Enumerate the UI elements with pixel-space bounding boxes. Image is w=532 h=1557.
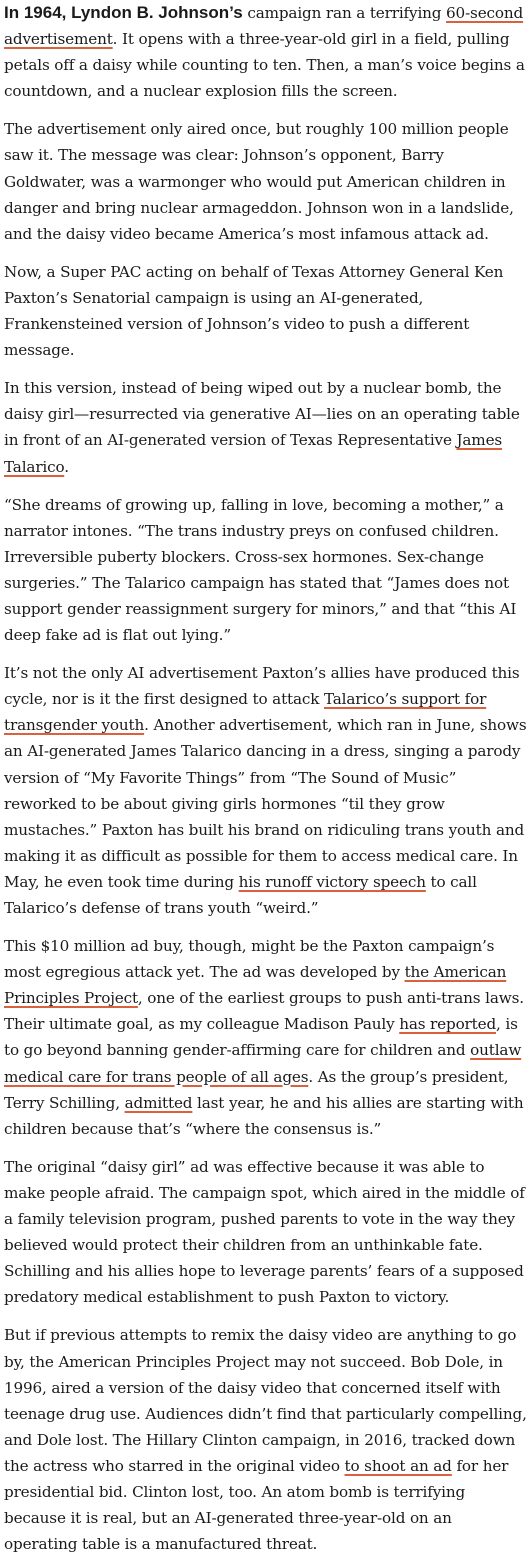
text-span: , is to go beyond banning gender-affirming care for children and <box>4 1015 518 1060</box>
paragraph-3 <box>4 259 528 363</box>
link-james-talarico[interactable]: James Talarico <box>4 431 503 476</box>
link-60-second-advertisement[interactable]: 60-second advertisement <box>4 4 524 49</box>
link-outlaw-medical-care[interactable]: outlaw medical care for trans people of all ages <box>4 1041 522 1086</box>
text-span: campaign ran a terrifying <box>242 4 447 22</box>
text-span: The advertisement only aired once, but roughly 100 million people saw it. The message was clear: Johnson’s opponent, Barry Goldwater, was a warmonger who would put American children in danger and bring nuclear armageddon. Johnson won in a landslide, and the daisy video became America’s most infamous attack ad. <box>4 120 514 243</box>
link-american-principles-project[interactable]: the American Principles Project <box>4 963 507 1008</box>
link-has-reported[interactable]: has reported <box>399 1015 497 1034</box>
text-span: Now, a Super PAC acting on behalf of Texas Attorney General Ken Paxton’s Senatorial campaign is using an AI-generated, Frankensteined version of Johnson’s video to push a different message. <box>4 262 504 360</box>
paragraph-6 <box>4 660 528 921</box>
paragraph-5 <box>4 492 528 649</box>
text-span: . As the group’s president, Terry Schilling, <box>4 1067 509 1112</box>
text-span: It’s not the only AI advertisement Paxton’s allies have produced this cycle, nor is it the first designed to attack <box>4 664 520 709</box>
text-span: last year, he and his allies are starting with children because that’s “where the consensus is.” <box>4 1093 524 1138</box>
paragraph-2 <box>4 116 528 246</box>
text-span: , one of the earliest groups to push anti-trans laws. Their ultimate goal, as my colleague Madison Pauly <box>4 989 524 1034</box>
link-to-shoot-an-ad[interactable]: to shoot an ad <box>344 1456 452 1475</box>
paragraph-1 <box>4 0 528 104</box>
link-runoff-victory-speech[interactable]: his runoff victory speech <box>238 872 426 891</box>
text-span: . <box>64 457 69 476</box>
text-span: In this version, instead of being wiped out by a nuclear bomb, the daisy girl—resurrected via generative AI—lies on an operating table in front of an AI-generated version of Texas Representative <box>4 379 520 450</box>
text-span: to call Talarico’s defense of trans youth “weird.” <box>4 872 477 917</box>
text-span: But if previous attempts to remix the daisy video are anything to go by, the American Principles Project may not succeed. Bob Dole, in 1996, aired a version of the daisy video that concerned itself with teenage drug use. Audiences didn’t find that particularly compelling, and Dole lost. The Hillary Clinton campaign, in 2016, tracked down the actress who starred in the original video <box>4 1326 527 1475</box>
text-span: . Another advertisement, which ran in June, shows an AI-generated James Talarico dancing in a dress, singing a parody version of “My Favorite Things” from “The Sound of Music” reworked to be about giving girls hormones “til they grow mustaches.” Paxton has built his brand on ridiculing trans youth and making it as difficult as possible for them to access medical care. In May, he even took time during <box>4 716 527 891</box>
link-talarico-support-transgender-youth[interactable]: Talarico’s support for transgender youth <box>4 690 487 735</box>
text-span: for her presidential bid. Clinton lost, too. An atom bomb is terrifying because it is real, but an AI-generated three-year-old on an operating table is a manufactured threat. <box>4 1456 509 1554</box>
text-span: This $10 million ad buy, though, might be the Paxton campaign’s most egregious attack yet. The ad was developed by <box>4 937 495 982</box>
text-span: . It opens with a three-year-old girl in a field, pulling petals off a daisy while counting to ten. Then, a man’s voice begins a countdown, and a nuclear explosion fills the screen. <box>4 30 525 101</box>
text-span: The original “daisy girl” ad was effective because it was able to make people afraid. The campaign spot, which aired in the middle of a family television program, pushed parents to vote in the way they believed would protect their children from an unthinkable fate. Schilling and his allies hope to leverage parents’ fears of a supposed predatory medical establishment to push Paxton to victory. <box>4 1157 525 1307</box>
text-span: “She dreams of growing up, falling in love, becoming a mother,” a narrator intones. “The trans industry preys on confused children. Irreversible puberty blockers. Cross-sex hormones. Sex-change surgeries.” The Talarico campaign has stated that “James does not support gender reassignment surgery for minors,” and that “this AI deep fake ad is flat out lying.” <box>4 495 517 645</box>
link-admitted[interactable]: admitted <box>124 1093 193 1112</box>
lead-strong-text: In 1964, Lyndon B. Johnson’s <box>4 3 243 22</box>
paragraph-9 <box>4 1322 528 1557</box>
paragraph-8 <box>4 1154 528 1311</box>
paragraph-7 <box>4 933 528 1142</box>
paragraph-4 <box>4 375 528 479</box>
